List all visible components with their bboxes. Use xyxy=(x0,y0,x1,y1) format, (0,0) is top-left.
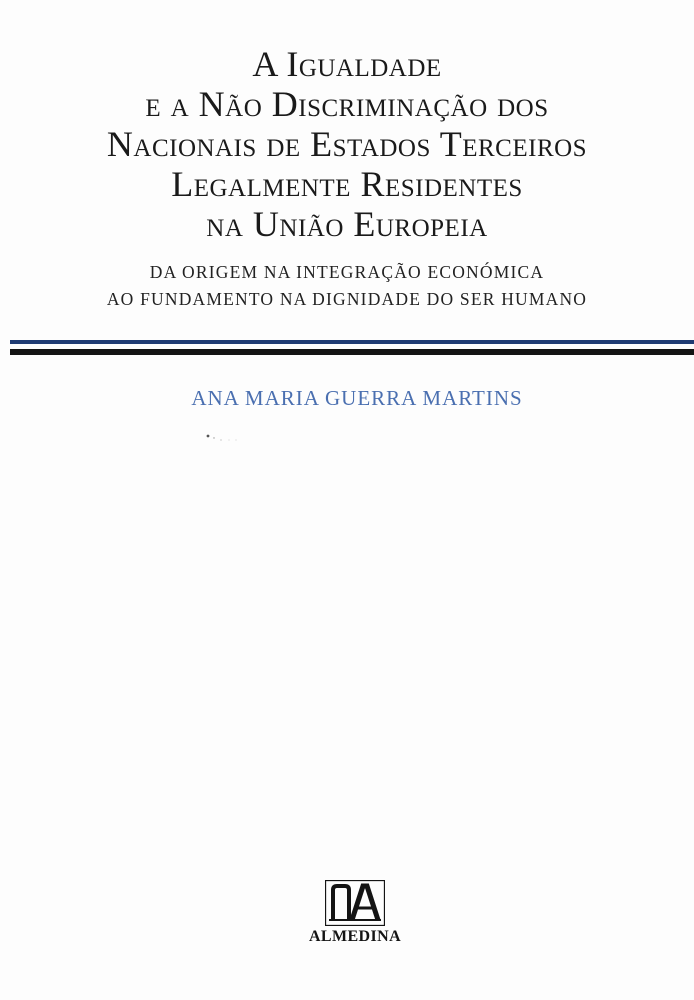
book-title xyxy=(0,44,694,244)
publisher-name: ALMEDINA xyxy=(308,928,402,945)
author-name: ANA MARIA GUERRA MARTINS xyxy=(191,386,523,410)
divider-rule-blue xyxy=(10,340,694,344)
title-line: Legalmente Residentes xyxy=(171,164,523,204)
divider-rule-black xyxy=(10,349,694,355)
title-line: na União Europeia xyxy=(206,204,488,244)
book-subtitle xyxy=(0,259,694,313)
title-line: Nacionais de Estados Terceiros xyxy=(106,124,588,164)
title-line: e a Não Discriminação dos xyxy=(145,84,549,124)
title-line: A Igualdade xyxy=(252,44,442,84)
subtitle-line: AO FUNDAMENTO NA DIGNIDADE DO SER HUMANO xyxy=(106,289,588,309)
subtitle-line: DA ORIGEM NA INTEGRAÇÃO ECONÓMICA xyxy=(149,262,545,282)
print-speck xyxy=(205,434,239,442)
publisher-block xyxy=(300,880,410,946)
almedina-logo-icon xyxy=(325,880,385,926)
